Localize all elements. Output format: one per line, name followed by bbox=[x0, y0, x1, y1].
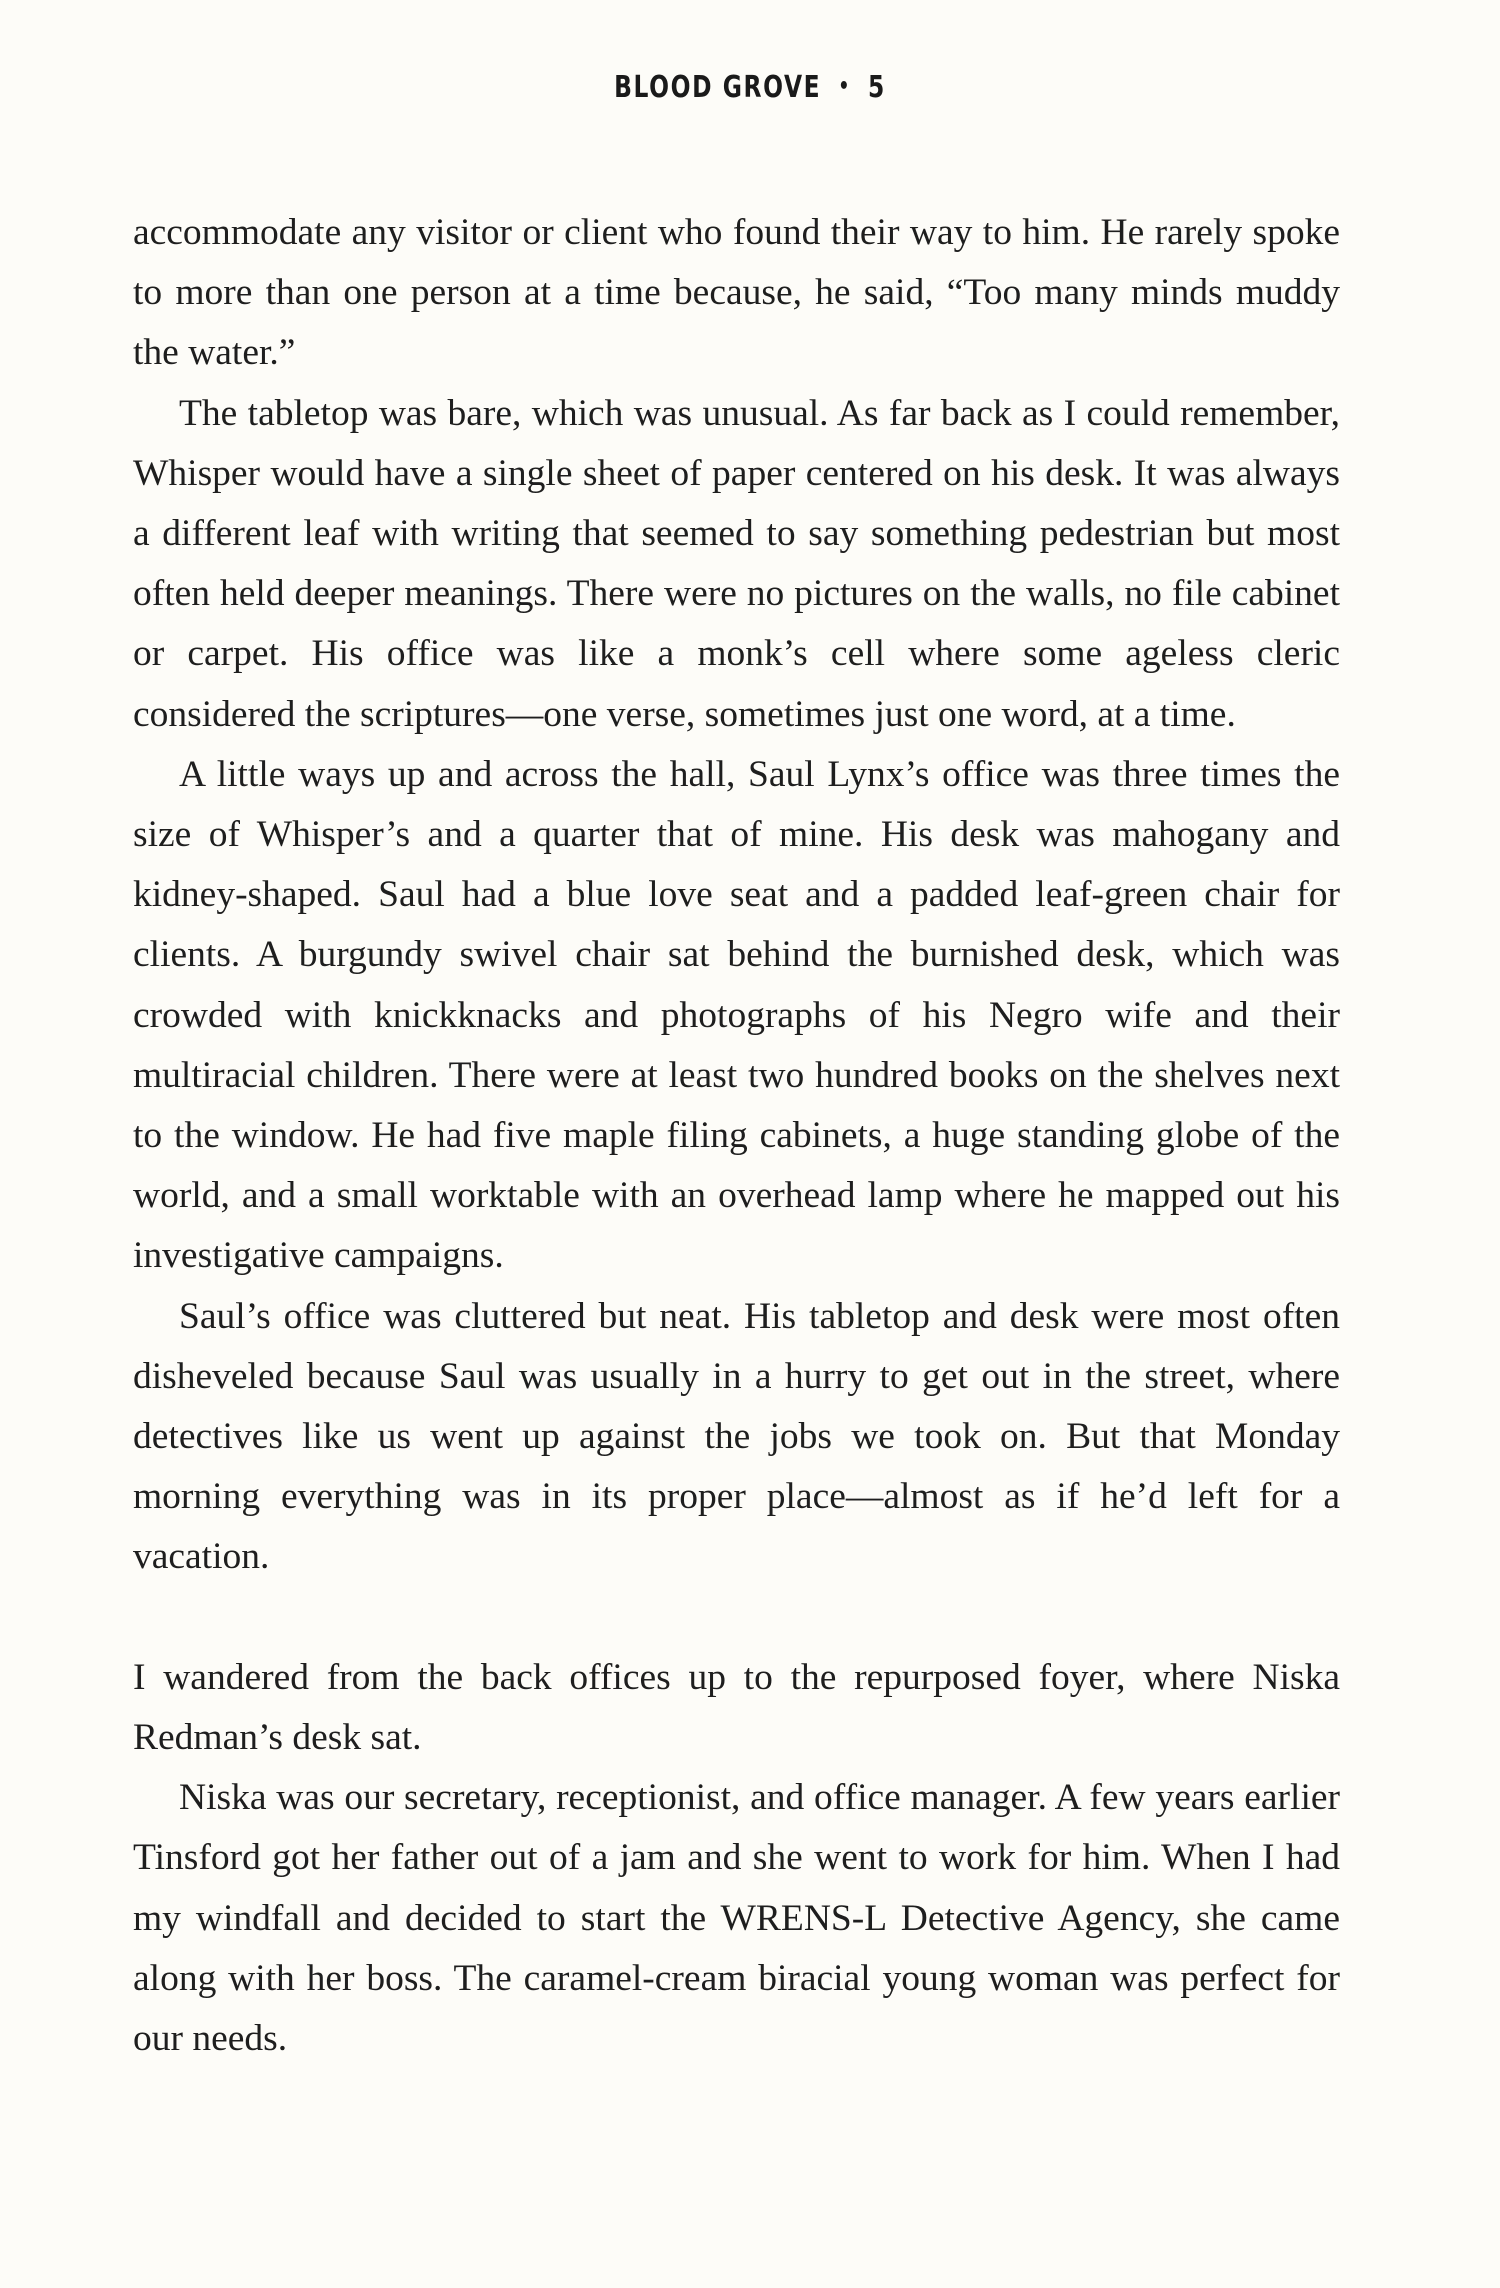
paragraph: The tabletop was bare, which was unusual. As far back as I could remember, Whisper would have a single sheet of paper centered on his desk. It was always a different leaf with writing that seemed to say something pedestrian but most often held deeper meanings. There were no pictures on the walls, no file cabinet or carpet. His office was like a monk’s cell where some ageless cleric considered the scriptures—one verse, sometimes just one word, at a time. bbox=[133, 392, 1340, 735]
body-text bbox=[133, 203, 1340, 2069]
running-head bbox=[165, 70, 1335, 105]
running-head-title: BLOOD GROVE bbox=[614, 70, 822, 105]
paragraph: Niska was our secretary, receptionist, and office manager. A few years earlier Tinsford got her father out of a jam and she went to work for him. When I had my windfall and decided to start the WRENS-L Detective Agency, she came along with her boss. The caramel-cream biracial young woman was perfect for our needs. bbox=[133, 1777, 1340, 2060]
paragraph: A little ways up and across the hall, Saul Lynx’s office was three times the size of Whisper’s and a quarter that of mine. His desk was mahogany and kidney-shaped. Saul had a blue love seat and a padded leaf-green chair for clients. A burgundy swivel chair sat behind the burnished desk, which was crowded with knickknacks and photographs of his Negro wife and their multiracial children. There were at least two hundred books on the shelves next to the window. He had five maple filing cabinets, a huge standing globe of the world, and a small worktable with an overhead lamp where he mapped out his investigative campaigns. bbox=[133, 753, 1340, 1277]
page-number: 5 bbox=[868, 70, 886, 105]
paragraph: accommodate any visitor or client who found their way to him. He rarely spoke to more than one person at a time because, he said, “Too many minds muddy the water.” bbox=[133, 212, 1340, 374]
running-head-separator: • bbox=[838, 74, 851, 99]
paragraph: I wandered from the back offices up to the repurposed foyer, where Niska Redman’s desk sat. bbox=[133, 1656, 1340, 1759]
paragraph: Saul’s office was cluttered but neat. His tabletop and desk were most often disheveled because Saul was usually in a hurry to get out in the street, where detectives like us went up against the jobs we took on. But that Monday morning everything was in its proper place—almost as if he’d left for a vacation. bbox=[133, 1295, 1340, 1578]
